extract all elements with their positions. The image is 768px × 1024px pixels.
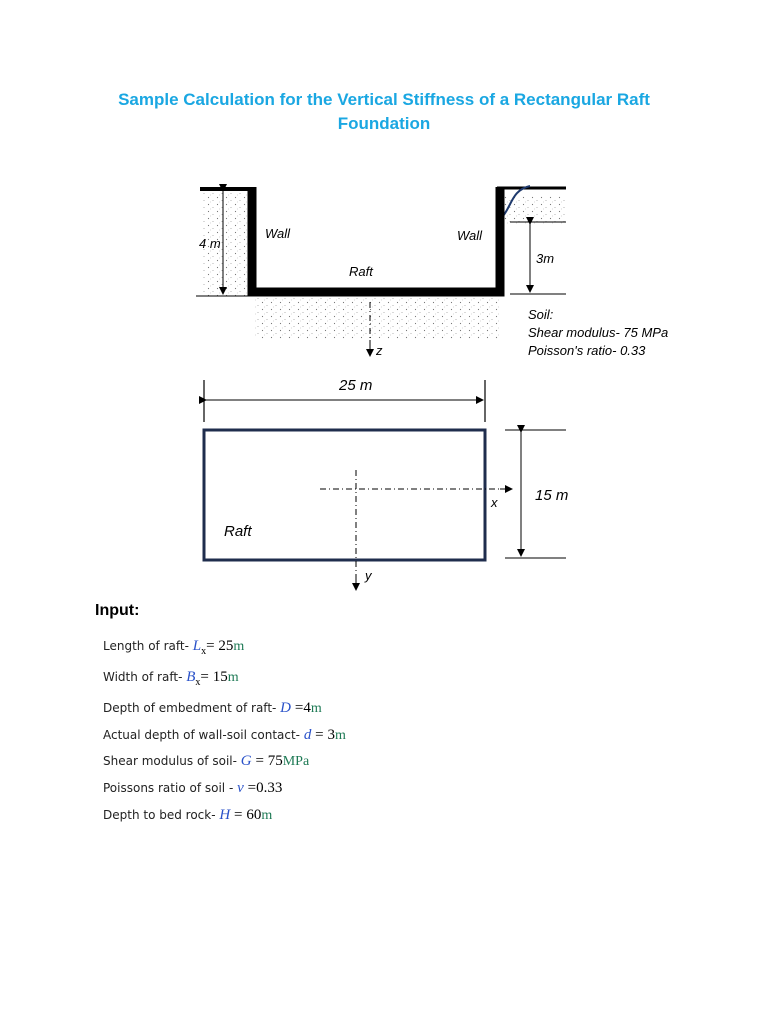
length-dimension-label: 25 m [339,377,373,394]
input-row-poisson-ratio: Poissons ratio of soil - v =0.33 [103,780,283,796]
input-row-length: Length of raft- $L_x= 25m$ [103,638,245,657]
input-row-shear-modulus: Shear modulus of soil- G = 75MPa [103,753,310,769]
raft-plan-label: Raft [224,523,252,540]
soil-shear-modulus: Shear modulus- 75 MPa [528,325,669,340]
raft-plan-rectangle [204,430,485,560]
input-row-wall-contact-depth: Actual depth of wall-soil contact- d = 3m [103,727,346,743]
soil-poisson-ratio: Poisson's ratio- 0.33 [528,343,646,358]
left-depth-label: 4 m [199,236,221,251]
wall-right-label: Wall [457,228,483,243]
right-depth-label: 3m [536,251,555,266]
input-row-embedment-depth: Depth of embedment of raft- D =4m [103,700,322,716]
x-axis-label: x [491,495,498,510]
y-axis-label: y [365,568,372,583]
z-axis-label: z [376,343,383,358]
input-row-bedrock-depth: Depth to bed rock- H = 60m [103,807,273,823]
input-row-width: Width of raft- $B_x= 15m$ [103,669,239,688]
raft-section-label: Raft [349,264,373,279]
page-title-continuation: Foundation [337,114,431,133]
input-heading: Input: [95,602,140,619]
wall-left-label: Wall [265,226,291,241]
page-title: Sample Calculation for the Vertical Stiffness of a Rectangular Raft [118,90,650,109]
width-dimension-label: 15 m [535,487,569,504]
soil-below-raft [255,298,500,340]
soil-title: Soil: [528,307,554,322]
